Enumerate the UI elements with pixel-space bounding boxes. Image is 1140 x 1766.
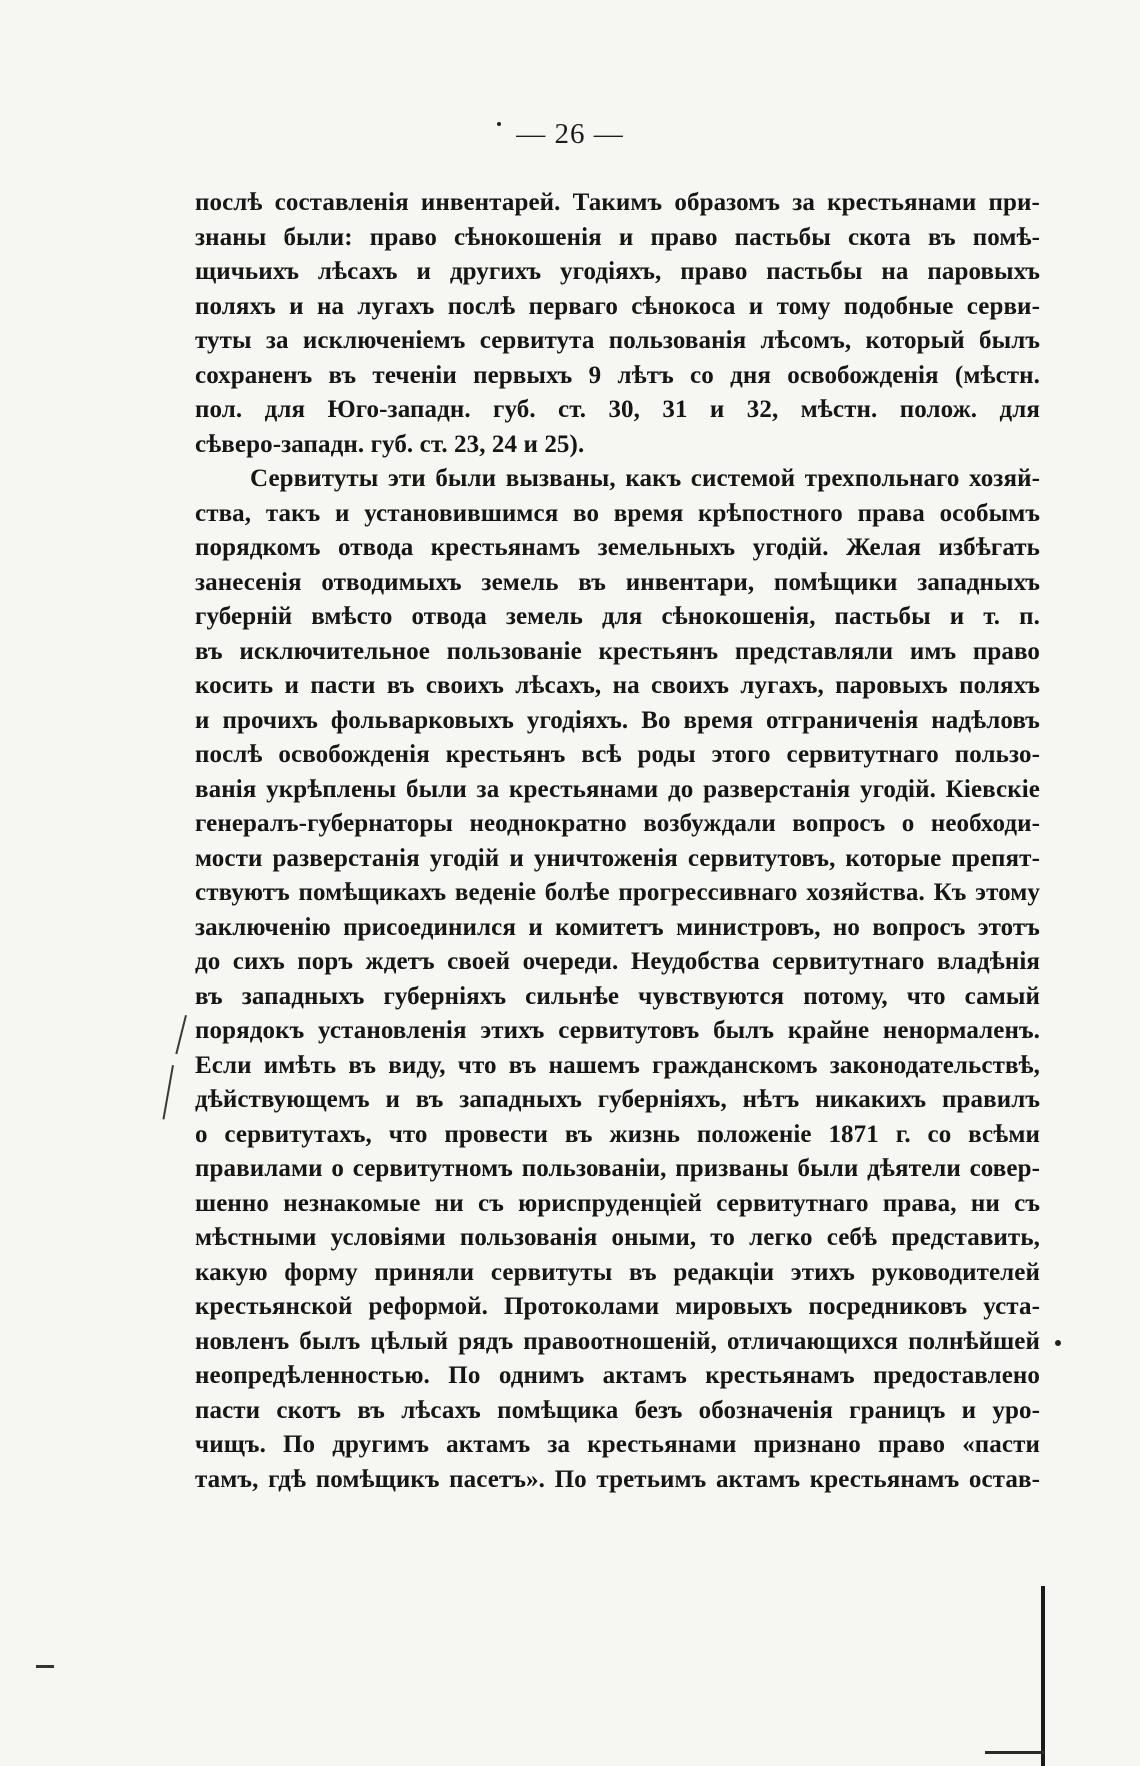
- text-line: неопредѣленностью. По однимъ актамъ крестьянамъ предоставлено: [195, 1362, 1040, 1389]
- text-line: знаны были: право сѣнокошенія и право пастьбы скота въ помѣ-: [195, 223, 1040, 251]
- text-line: пасти скотъ въ лѣсахъ помѣщика безъ обозначенія границъ и уро-: [195, 1396, 1040, 1424]
- margin-speck: [1055, 1340, 1061, 1346]
- text-line: послѣ освобожденія крестьянъ всѣ роды этого сервитутнаго пользо-: [195, 741, 1040, 768]
- text-line: порядокъ установленія этихъ сервитутовъ былъ крайне ненормаленъ.: [195, 1017, 1040, 1044]
- text-line: сѣверо-западн. губ. ст. 23, 24 и 25).: [195, 430, 585, 458]
- margin-dash-mark: [36, 1665, 54, 1668]
- paragraph-first-line: Сервитуты эти были вызваны, какъ системой трехпольнаго хозяй-: [250, 465, 1040, 492]
- text-line: заключенію присоединился и комитетъ министровъ, но вопросъ этотъ: [195, 913, 1040, 941]
- text-line: туты за исключеніемъ сервитута пользованія лѣсомъ, который былъ: [195, 327, 1040, 354]
- text-line: сохраненъ въ теченіи первыхъ 9 лѣтъ со дня освобожденія (мѣстн.: [195, 361, 1040, 389]
- margin-speck: [497, 122, 501, 126]
- text-line: поляхъ и на лугахъ послѣ перваго сѣнокоса и тому подобные серви-: [195, 292, 1040, 320]
- text-line: генералъ-губернаторы неоднократно возбуждали вопросъ о необходи-: [195, 810, 1040, 837]
- body-text: [195, 186, 1040, 1497]
- margin-pencil-stroke: [175, 1015, 187, 1054]
- text-line: щичьихъ лѣсахъ и другихъ угодіяхъ, право пастьбы на паровыхъ: [195, 258, 1040, 285]
- text-line: губерній вмѣсто отвода земель для сѣнокошенія, пастьбы и т. п.: [195, 603, 1040, 630]
- text-line: мѣстными условіями пользованія оными, то легко себѣ представить,: [195, 1224, 1040, 1251]
- text-line: о сервитутахъ, что провести въ жизнь положеніе 1871 г. со всѣми: [195, 1120, 1040, 1148]
- text-line: ства, такъ и установившимся во время крѣпостного права особымъ: [195, 499, 1040, 527]
- text-line: дѣйствующемъ и въ западныхъ губерніяхъ, нѣтъ никакихъ правилъ: [195, 1086, 1040, 1113]
- page-number: — 26 —: [516, 118, 624, 150]
- text-line: занесенія отводимыхъ земель въ инвентари, помѣщики западныхъ: [195, 568, 1040, 596]
- text-line: крестьянской реформой. Протоколами мировыхъ посредниковъ уста-: [195, 1293, 1040, 1320]
- text-line: новленъ былъ цѣлый рядъ правоотношеній, отличающихся полнѣйшей: [195, 1327, 1040, 1355]
- text-line: послѣ составленія инвентарей. Такимъ образомъ за крестьянами при-: [195, 189, 1040, 216]
- text-line: въ исключительное пользованіе крестьянъ представляли имъ право: [195, 637, 1040, 665]
- text-line: косить и пасти въ своихъ лѣсахъ, на своихъ лугахъ, паровыхъ поляхъ: [195, 672, 1040, 699]
- text-line: въ западныхъ губерніяхъ сильнѣе чувствуются потому, что самый: [195, 982, 1040, 1010]
- margin-pencil-stroke: [162, 1065, 174, 1120]
- text-line: тамъ, гдѣ помѣщикъ пасетъ». По третьимъ актамъ крестьянамъ остав-: [195, 1465, 1040, 1493]
- text-line: и прочихъ фольварковыхъ угодіяхъ. Во время отграниченія надѣловъ: [195, 706, 1040, 734]
- text-line: Если имѣть въ виду, что въ нашемъ гражданскомъ законодательствѣ,: [195, 1051, 1040, 1079]
- text-line: шенно незнакомые ни съ юриспруденціей сервитутнаго права, ни съ: [195, 1189, 1040, 1217]
- text-line: порядкомъ отвода крестьянамъ земельныхъ угодій. Желая избѣгать: [195, 534, 1040, 561]
- text-line: пол. для Юго-западн. губ. ст. 30, 31 и 32, мѣстн. полож. для: [195, 396, 1040, 423]
- binding-edge-foot: [985, 1751, 1045, 1754]
- text-line: правилами о сервитутномъ пользованіи, призваны были дѣятели совер-: [195, 1155, 1040, 1182]
- binding-edge-mark: [1041, 1586, 1045, 1766]
- text-line: чищъ. По другимъ актамъ за крестьянами признано право «пасти: [195, 1431, 1040, 1458]
- text-line: ствуютъ помѣщикахъ веденіе болѣе прогрессивнаго хозяйства. Къ этому: [195, 879, 1040, 906]
- text-line: до сихъ поръ ждетъ своей очереди. Неудобства сервитутнаго владѣнія: [195, 948, 1040, 975]
- text-line: какую форму приняли сервитуты въ редакціи этихъ руководителей: [195, 1258, 1040, 1286]
- text-line: ванія укрѣплены были за крестьянами до разверстанія угодій. Кіевскіе: [195, 775, 1040, 803]
- text-line: мости разверстанія угодій и уничтоженія сервитутовъ, которые препят-: [195, 844, 1040, 872]
